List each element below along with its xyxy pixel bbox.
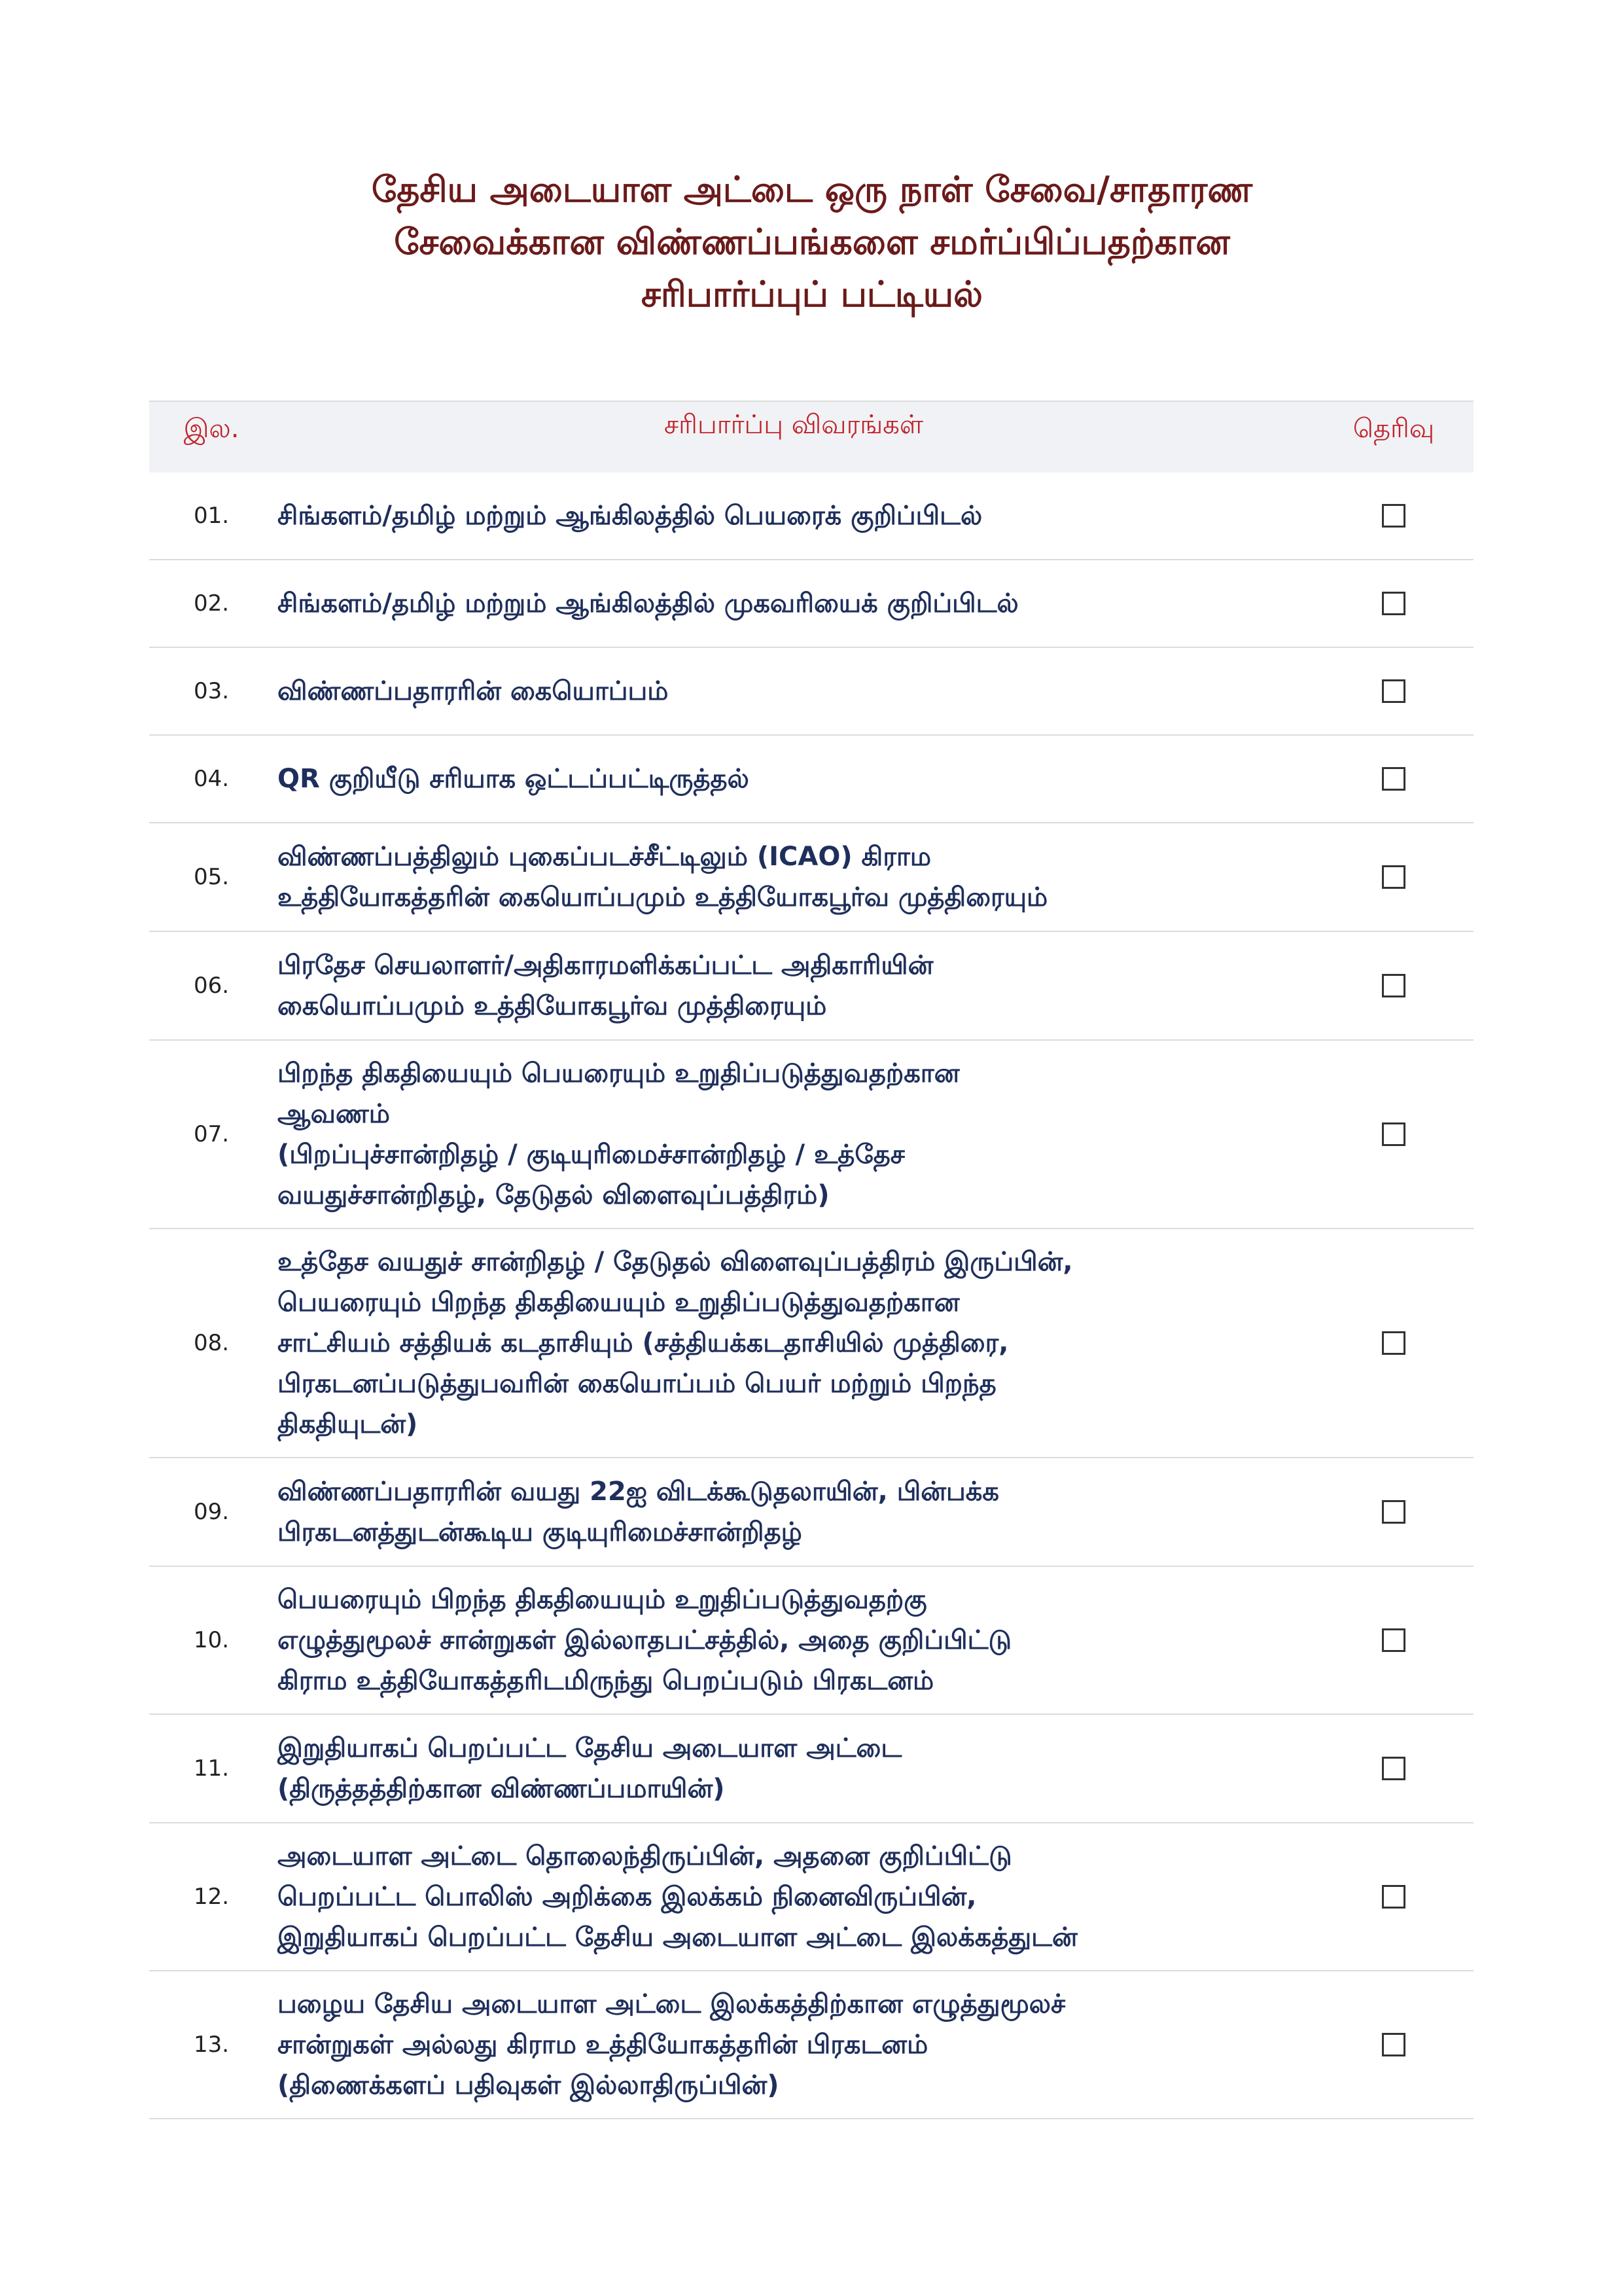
- row-description: விண்ணப்பதாரரின் வயது 22ஐ விடக்கூடுதலாயின், பின்பக்க பிரகடனத்துடன்கூடிய குடியுரிமைச்சான்றிதழ்: [277, 1477, 999, 1547]
- header-selection: தெரிவு: [1352, 414, 1435, 444]
- selection-cell: [1314, 1823, 1474, 1970]
- row-number: 13.: [193, 2032, 230, 2058]
- row-number: 05.: [193, 864, 230, 890]
- row-number: 12.: [193, 1884, 230, 1910]
- selection-cell: [1314, 473, 1474, 559]
- table-row: [149, 1971, 1474, 2119]
- page-title: [0, 164, 1624, 321]
- checkbox[interactable]: [1382, 2033, 1405, 2056]
- table-row: [149, 736, 1474, 823]
- selection-cell: [1314, 1041, 1474, 1228]
- table-row: [149, 1041, 1474, 1229]
- checkbox[interactable]: [1382, 1122, 1405, 1146]
- checkbox[interactable]: [1382, 679, 1405, 703]
- selection-cell: [1314, 823, 1474, 931]
- header-details: சரிபார்ப்பு விவரங்கள்: [664, 410, 923, 440]
- checkbox[interactable]: [1382, 974, 1405, 997]
- row-description: பிரதேச செயலாளர்/அதிகாரமளிக்கப்பட்ட அதிகாரியின் கையொப்பமும் உத்தியோகபூர்வ முத்திரையும்: [277, 950, 934, 1021]
- row-number: 11.: [193, 1755, 230, 1782]
- table-row: [149, 473, 1474, 560]
- row-number: 04.: [193, 766, 230, 792]
- selection-cell: [1314, 560, 1474, 647]
- title-line-1: தேசிய அடையாள அட்டை ஒரு நாள் சேவை/சாதாரண: [371, 169, 1253, 210]
- row-description: அடையாள அட்டை தொலைந்திருப்பின், அதனை குறிப்பிட்டு பெறப்பட்ட பொலிஸ் அறிக்கை இலக்கம் நினைவிருப்பின், இறுதியாகப் பெறப்பட்ட தேசிய அடையாள அட்டை இலக்கத்துடன்: [277, 1841, 1078, 1952]
- table-row: [149, 1823, 1474, 1971]
- table-header: [149, 402, 1474, 473]
- row-number: 02.: [193, 590, 230, 617]
- row-number: 06.: [193, 973, 230, 999]
- table-row: [149, 1567, 1474, 1715]
- table-row: [149, 1715, 1474, 1823]
- checkbox[interactable]: [1382, 504, 1405, 528]
- checkbox[interactable]: [1382, 1885, 1405, 1909]
- row-description: விண்ணப்பதாரரின் கையொப்பம்: [277, 676, 669, 706]
- table-row: [149, 932, 1474, 1041]
- selection-cell: [1314, 1971, 1474, 2118]
- row-description: பெயரையும் பிறந்த திகதியையும் உறுதிப்படுத்துவதற்கு எழுத்துமூலச் சான்றுகள் இல்லாதபட்சத்தில், அதை குறிப்பிட்டு கிராம உத்தியோகத்தரிடமிருந்து பெறப்படும் பிரகடனம்: [277, 1585, 1012, 1696]
- row-description: சிங்களம்/தமிழ் மற்றும் ஆங்கிலத்தில் முகவரியைக் குறிப்பிடல்: [277, 588, 1019, 619]
- row-description: உத்தேச வயதுச் சான்றிதழ் / தேடுதல் விளைவுப்பத்திரம் இருப்பின், பெயரையும் பிறந்த திகதியையும் உறுதிப்படுத்துவதற்கான சாட்சியம் சத்தியக் கடதாசியும் (சத்தியக்கடதாசியில் முத்திரை, பிரகடனப்படுத்துபவரின் கையொப்பம் பெயர் மற்றும் பிறந்த திகதியுடன்): [277, 1247, 1073, 1439]
- row-description: பிறந்த திகதியையும் பெயரையும் உறுதிப்படுத்துவதற்கான ஆவணம் (பிறப்புச்சான்றிதழ் / குடியுரிமைச்சான்றிதழ் / உத்தேச வயதுச்சான்றிதழ், தேடுதல் விளைவுப்பத்திரம்): [277, 1058, 960, 1210]
- row-number: 03.: [193, 678, 230, 704]
- selection-cell: [1314, 648, 1474, 734]
- table-row: [149, 823, 1474, 932]
- table-row: [149, 1229, 1474, 1458]
- row-number: 10.: [193, 1627, 230, 1653]
- selection-cell: [1314, 932, 1474, 1039]
- row-description: இறுதியாகப் பெறப்பட்ட தேசிய அடையாள அட்டை (திருத்தத்திற்கான விண்ணப்பமாயின்): [277, 1733, 902, 1804]
- table-row: [149, 560, 1474, 648]
- checkbox[interactable]: [1382, 592, 1405, 615]
- table-row: [149, 648, 1474, 736]
- checkbox[interactable]: [1382, 1500, 1405, 1524]
- row-description: சிங்களம்/தமிழ் மற்றும் ஆங்கிலத்தில் பெயரைக் குறிப்பிடல்: [277, 501, 983, 531]
- checklist-table: [149, 401, 1474, 2119]
- checkbox[interactable]: [1382, 1757, 1405, 1780]
- header-number: இல.: [183, 414, 239, 444]
- checkbox[interactable]: [1382, 865, 1405, 889]
- row-number: 08.: [193, 1330, 230, 1356]
- checkbox[interactable]: [1382, 1331, 1405, 1355]
- table-row: [149, 1458, 1474, 1567]
- checkbox[interactable]: [1382, 767, 1405, 791]
- checkbox[interactable]: [1382, 1628, 1405, 1652]
- row-number: 07.: [193, 1121, 230, 1147]
- row-number: 01.: [193, 503, 230, 529]
- title-line-2: சேவைக்கான விண்ணப்பங்களை சமர்ப்பிப்பதற்கான: [394, 221, 1230, 262]
- selection-cell: [1314, 1229, 1474, 1457]
- row-description: பழைய தேசிய அடையாள அட்டை இலக்கத்திற்கான எழுத்துமூலச் சான்றுகள் அல்லது கிராம உத்தியோகத்தரின் பிரகடனம் (திணைக்களப் பதிவுகள் இல்லாதிருப்பின்): [277, 1989, 1066, 2100]
- row-description: விண்ணப்பத்திலும் புகைப்படச்சீட்டிலும் (ICAO) கிராம உத்தியோகத்தரின் கையொப்பமும் உத்தியோகபூர்வ முத்திரையும்: [277, 842, 1048, 912]
- selection-cell: [1314, 1715, 1474, 1822]
- selection-cell: [1314, 736, 1474, 822]
- selection-cell: [1314, 1567, 1474, 1713]
- title-line-3: சரிபார்ப்புப் பட்டியல்: [641, 274, 983, 315]
- row-description: QR குறியீடு சரியாக ஒட்டப்பட்டிருத்தல்: [277, 764, 749, 794]
- selection-cell: [1314, 1458, 1474, 1566]
- row-number: 09.: [193, 1499, 230, 1525]
